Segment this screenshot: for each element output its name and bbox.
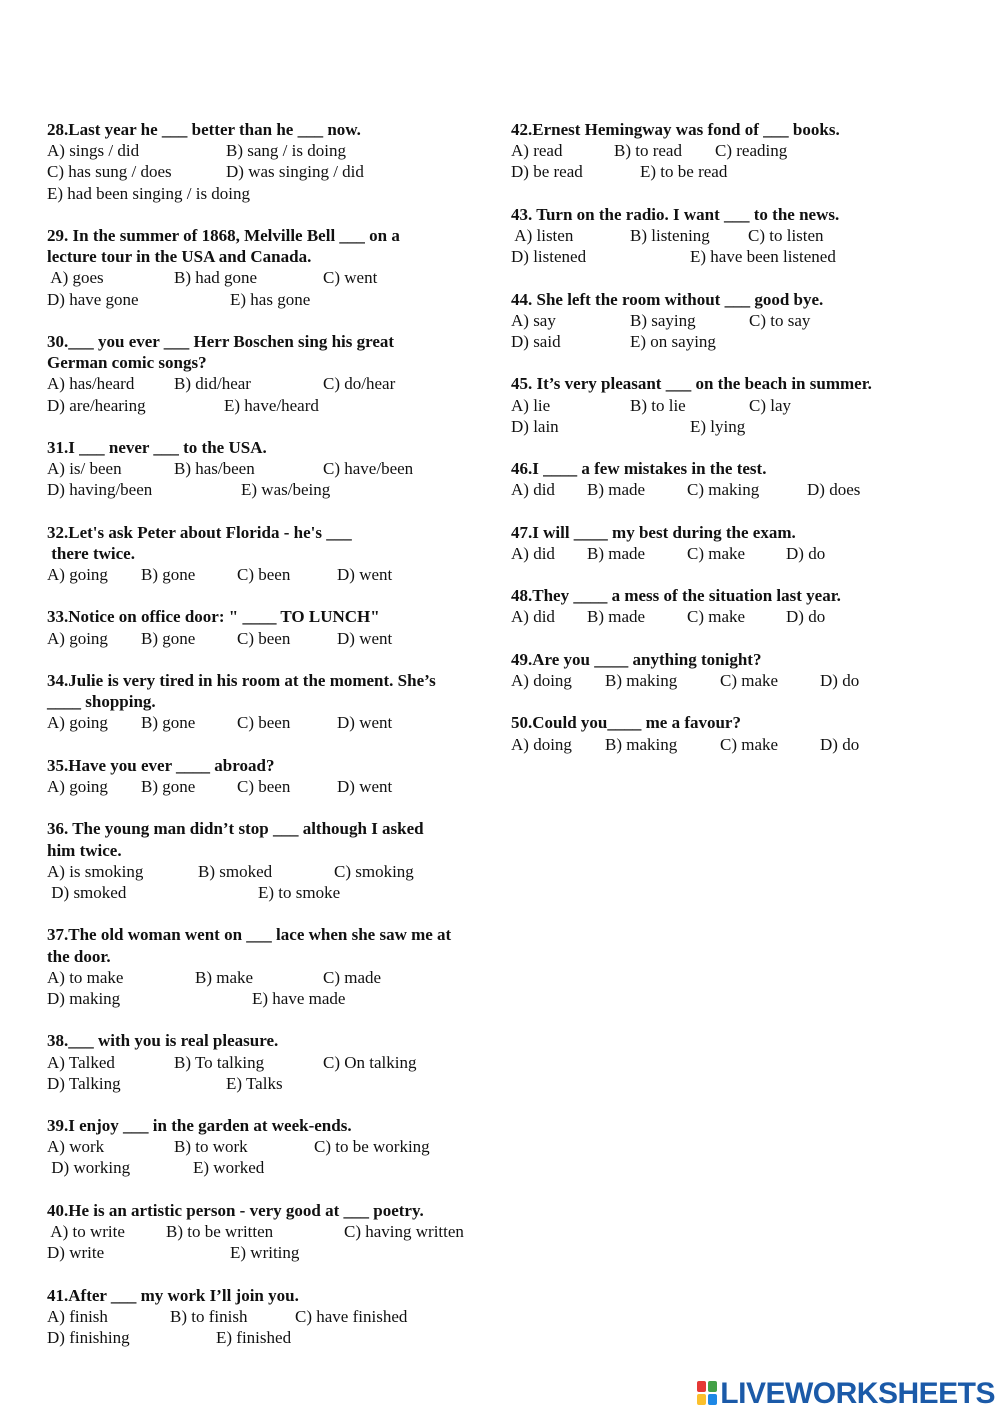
question-block: [47, 331, 497, 416]
answer-option[interactable]: E) have/heard: [224, 395, 319, 415]
answer-option[interactable]: E) to be read: [640, 162, 728, 182]
answer-option[interactable]: B) has/been: [174, 459, 255, 479]
answer-option[interactable]: B) saying: [630, 310, 696, 330]
answer-option[interactable]: B) making: [605, 734, 678, 754]
answer-option[interactable]: E) Talks: [226, 1073, 283, 1093]
answer-option[interactable]: C) been: [237, 565, 291, 585]
question-stem: 38.___ with you is real pleasure.: [47, 1031, 279, 1051]
question-stem: 30.___ you ever ___ Herr Boschen sing his great: [47, 331, 395, 351]
answer-option[interactable]: B) To talking: [174, 1052, 265, 1072]
options-row: [47, 882, 497, 903]
answer-option[interactable]: E) writing: [230, 1243, 300, 1263]
options-row: [47, 1221, 497, 1242]
answer-option[interactable]: E) was/being: [241, 480, 331, 500]
options-row: [47, 1242, 497, 1263]
liveworksheets-logo[interactable]: [697, 1378, 995, 1410]
question-block: [511, 289, 981, 353]
answer-option[interactable]: A) doing: [511, 734, 572, 754]
options-row: [511, 310, 981, 331]
answer-option[interactable]: E) to smoke: [258, 882, 341, 902]
answer-option[interactable]: A) did: [511, 607, 555, 627]
question-block: [47, 119, 497, 204]
answer-option[interactable]: A) to make: [47, 967, 124, 987]
question-stem: 35.Have you ever ____ abroad?: [47, 755, 275, 775]
answer-option[interactable]: C) make: [720, 671, 779, 690]
answer-option[interactable]: B) made: [587, 480, 646, 500]
options-row: [47, 712, 497, 733]
answer-option[interactable]: B) make: [195, 967, 254, 987]
answer-option[interactable]: C) has sung / does: [47, 162, 172, 182]
options-row: [47, 1157, 497, 1178]
question-stem: 46.I ____ a few mistakes in the test.: [511, 459, 767, 479]
answer-option[interactable]: E) on saying: [630, 331, 716, 351]
answer-option[interactable]: D) finishing: [47, 1328, 130, 1347]
answer-option[interactable]: C) to be working: [314, 1137, 430, 1157]
question-block: [47, 1200, 497, 1264]
question-stem: 31.I ___ never ___ to the USA.: [47, 437, 267, 457]
answer-option[interactable]: C) making: [687, 480, 760, 500]
answer-option[interactable]: D) working: [47, 1158, 131, 1178]
answer-option[interactable]: A) is/ been: [47, 459, 122, 479]
options-row: [47, 1306, 497, 1327]
question-stem: 34.Julie is very tired in his room at the moment. She’s: [47, 671, 436, 691]
question-stem: 39.I enjoy ___ in the garden at week-ends.: [47, 1116, 352, 1136]
options-row: [511, 416, 981, 437]
question-block: [511, 649, 981, 691]
answer-option[interactable]: C) lay: [749, 395, 792, 415]
question-block: [47, 1285, 497, 1349]
answer-option[interactable]: A) going: [47, 565, 108, 585]
answer-option[interactable]: C) been: [237, 777, 291, 796]
question-stem: 43. Turn on the radio. I want ___ to the news.: [511, 204, 840, 224]
question-block: [47, 1030, 497, 1094]
question-block: [511, 712, 981, 754]
answer-option[interactable]: C) to say: [749, 310, 811, 330]
options-row: [47, 140, 497, 161]
answer-option[interactable]: E) has gone: [230, 289, 311, 309]
left-column: [47, 119, 497, 1369]
answer-option[interactable]: C) make: [720, 734, 779, 754]
question-stem: 37.The old woman went on ___ lace when she saw me at: [47, 925, 452, 945]
answer-option[interactable]: B) to work: [174, 1137, 248, 1157]
right-column: [511, 119, 981, 776]
answer-option[interactable]: A) going: [47, 628, 108, 648]
question-stem: 50.Could you____ me a favour?: [511, 713, 741, 733]
answer-option[interactable]: A) listen: [511, 225, 574, 245]
answer-option[interactable]: D) write: [47, 1243, 105, 1263]
options-row: [511, 395, 981, 416]
options-row: [47, 267, 497, 288]
answer-option[interactable]: A) going: [47, 777, 108, 796]
answer-option[interactable]: C) On talking: [323, 1052, 417, 1072]
answer-option[interactable]: D) went: [337, 565, 393, 585]
answer-option[interactable]: D) be read: [511, 162, 583, 182]
question-stem: the door.: [47, 946, 111, 966]
question-block: [511, 458, 981, 500]
answer-option[interactable]: A) lie: [511, 395, 551, 415]
options-row: [47, 628, 497, 649]
answer-option[interactable]: A) to write: [47, 1222, 125, 1242]
answer-option[interactable]: D) listened: [511, 247, 587, 267]
question-block: [47, 924, 497, 1009]
options-row: [47, 373, 497, 394]
options-row: [47, 479, 497, 500]
answer-option[interactable]: D) smoked: [47, 882, 127, 902]
question-stem: ____ shopping.: [47, 692, 156, 712]
answer-option[interactable]: B) to read: [614, 141, 682, 161]
answer-option[interactable]: C) to listen: [748, 225, 824, 245]
options-row: [47, 183, 497, 204]
question-stem: 32.Let's ask Peter about Florida - he's ___: [47, 522, 352, 542]
options-row: [47, 967, 497, 988]
question-block: [47, 522, 497, 586]
question-block: [511, 585, 981, 627]
logo-text: LIVEWORKSHEETS: [720, 1377, 995, 1410]
options-row: [511, 479, 981, 500]
answer-option[interactable]: C) have finished: [295, 1306, 408, 1326]
question-stem: 47.I will ____ my best during the exam.: [511, 522, 796, 542]
answer-option[interactable]: D) do: [820, 734, 860, 754]
answer-option[interactable]: A) going: [47, 713, 108, 733]
answer-option[interactable]: A) say: [511, 310, 556, 330]
answer-option[interactable]: B) did/hear: [174, 374, 251, 394]
answer-option[interactable]: B) listening: [630, 225, 710, 245]
answer-option[interactable]: B) to lie: [630, 395, 686, 415]
answer-option[interactable]: A) doing: [511, 671, 572, 690]
options-row: [47, 1136, 497, 1157]
answer-option[interactable]: B) made: [587, 543, 646, 563]
question-stem: 29. In the summer of 1868, Melville Bell ___ on a: [47, 225, 400, 245]
answer-option[interactable]: E) have made: [252, 988, 346, 1008]
question-stem: 49.Are you ____ anything tonight?: [511, 649, 762, 669]
options-row: [47, 395, 497, 416]
answer-option[interactable]: A) has/heard: [47, 374, 135, 394]
answer-option[interactable]: D) do: [786, 607, 826, 627]
options-row: [47, 289, 497, 310]
answer-option[interactable]: D) Talking: [47, 1073, 121, 1093]
question-block: [47, 1115, 497, 1179]
answer-option[interactable]: B) smoked: [198, 861, 273, 881]
question-stem: 41.After ___ my work I’ll join you.: [47, 1285, 299, 1305]
options-row: [47, 564, 497, 585]
options-row: [47, 1073, 497, 1094]
answer-option[interactable]: A) sings / did: [47, 141, 140, 161]
options-row: [511, 670, 981, 691]
question-block: [47, 670, 497, 734]
answer-option[interactable]: A) is smoking: [47, 861, 144, 881]
question-block: [511, 119, 981, 183]
liveworksheets-logo-icon: [697, 1381, 718, 1407]
answer-option[interactable]: B) gone: [141, 628, 196, 648]
answer-option[interactable]: C) smoking: [334, 861, 414, 881]
answer-option[interactable]: D) do: [820, 671, 860, 690]
question-stem: lecture tour in the USA and Canada.: [47, 247, 312, 267]
answer-option[interactable]: D) went: [337, 628, 393, 648]
options-row: [47, 988, 497, 1009]
answer-option[interactable]: A) goes: [47, 268, 104, 288]
options-row: [511, 140, 981, 161]
answer-option[interactable]: C) reading: [715, 141, 788, 161]
answer-option[interactable]: B) to finish: [170, 1306, 248, 1326]
answer-option[interactable]: B) gone: [141, 713, 196, 733]
options-row: [47, 1327, 497, 1348]
question-stem: 42.Ernest Hemingway was fond of ___ books.: [511, 120, 840, 139]
answer-option[interactable]: B) to be written: [166, 1222, 274, 1242]
answer-option[interactable]: E) have been listened: [690, 247, 836, 267]
answer-option[interactable]: A) did: [511, 480, 555, 500]
question-block: [47, 606, 497, 648]
options-row: [511, 225, 981, 246]
answer-option[interactable]: D) said: [511, 331, 561, 351]
question-stem: 44. She left the room without ___ good bye.: [511, 289, 824, 309]
answer-option[interactable]: B) had gone: [174, 268, 258, 288]
answer-option[interactable]: B) made: [587, 607, 646, 627]
answer-option[interactable]: D) having/been: [47, 480, 153, 500]
answer-option[interactable]: E) finished: [216, 1328, 292, 1347]
answer-option[interactable]: D) have gone: [47, 289, 139, 309]
answer-option[interactable]: A) finish: [47, 1306, 108, 1326]
answer-option[interactable]: C) do/hear: [323, 374, 396, 394]
question-stem: 45. It’s very pleasant ___ on the beach in summer.: [511, 374, 872, 394]
answer-option[interactable]: C) have/been: [323, 459, 414, 479]
options-row: [511, 161, 981, 182]
answer-option[interactable]: C) make: [687, 607, 746, 627]
answer-option[interactable]: D) went: [337, 777, 393, 796]
question-stem: German comic songs?: [47, 353, 207, 373]
answer-option[interactable]: C) went: [323, 268, 378, 288]
options-row: [511, 246, 981, 267]
options-row: [47, 1052, 497, 1073]
answer-option[interactable]: C) been: [237, 628, 291, 648]
question-block: [47, 755, 497, 797]
question-block: [511, 204, 981, 268]
question-stem: 33.Notice on office door: " ____ TO LUNCH": [47, 607, 380, 627]
answer-option[interactable]: D) making: [47, 988, 121, 1008]
question-stem: 28.Last year he ___ better than he ___ now.: [47, 120, 361, 139]
answer-option[interactable]: C) been: [237, 713, 291, 733]
answer-option[interactable]: A) Talked: [47, 1052, 115, 1072]
answer-option[interactable]: D) went: [337, 713, 393, 733]
answer-option[interactable]: E) worked: [193, 1158, 265, 1178]
answer-option[interactable]: D) was singing / did: [226, 162, 364, 182]
options-row: [47, 776, 497, 797]
answer-option[interactable]: E) lying: [690, 416, 746, 436]
answer-option[interactable]: D) lain: [511, 416, 559, 436]
question-block: [511, 373, 981, 437]
options-row: [511, 331, 981, 352]
answer-option[interactable]: B) gone: [141, 565, 196, 585]
question-stem: 40.He is an artistic person - very good at ___ poetry.: [47, 1200, 424, 1220]
question-block: [47, 437, 497, 501]
options-row: [511, 606, 981, 627]
answer-option[interactable]: C) made: [323, 967, 382, 987]
answer-option[interactable]: A) work: [47, 1137, 105, 1157]
question-block: [511, 522, 981, 564]
answer-option[interactable]: B) making: [605, 671, 678, 690]
question-stem: there twice.: [47, 543, 135, 563]
answer-option[interactable]: D) does: [807, 480, 861, 500]
options-row: [511, 734, 981, 755]
options-row: [511, 543, 981, 564]
question-block: [47, 818, 497, 903]
answer-option[interactable]: D) are/hearing: [47, 395, 146, 415]
answer-option[interactable]: A) did: [511, 543, 555, 563]
options-row: [47, 458, 497, 479]
answer-option[interactable]: C) make: [687, 543, 746, 563]
answer-option[interactable]: E) had been singing / is doing: [47, 183, 251, 203]
options-row: [47, 161, 497, 182]
answer-option[interactable]: B) sang / is doing: [226, 141, 346, 161]
question-stem: 48.They ____ a mess of the situation last year.: [511, 586, 841, 606]
question-block: [47, 225, 497, 310]
answer-option[interactable]: B) gone: [141, 777, 196, 796]
answer-option[interactable]: C) having written: [344, 1222, 464, 1242]
question-stem: him twice.: [47, 840, 122, 860]
answer-option[interactable]: A) read: [511, 141, 563, 161]
answer-option[interactable]: D) do: [786, 543, 826, 563]
question-stem: 36. The young man didn’t stop ___ although I asked: [47, 819, 424, 839]
options-row: [47, 861, 497, 882]
